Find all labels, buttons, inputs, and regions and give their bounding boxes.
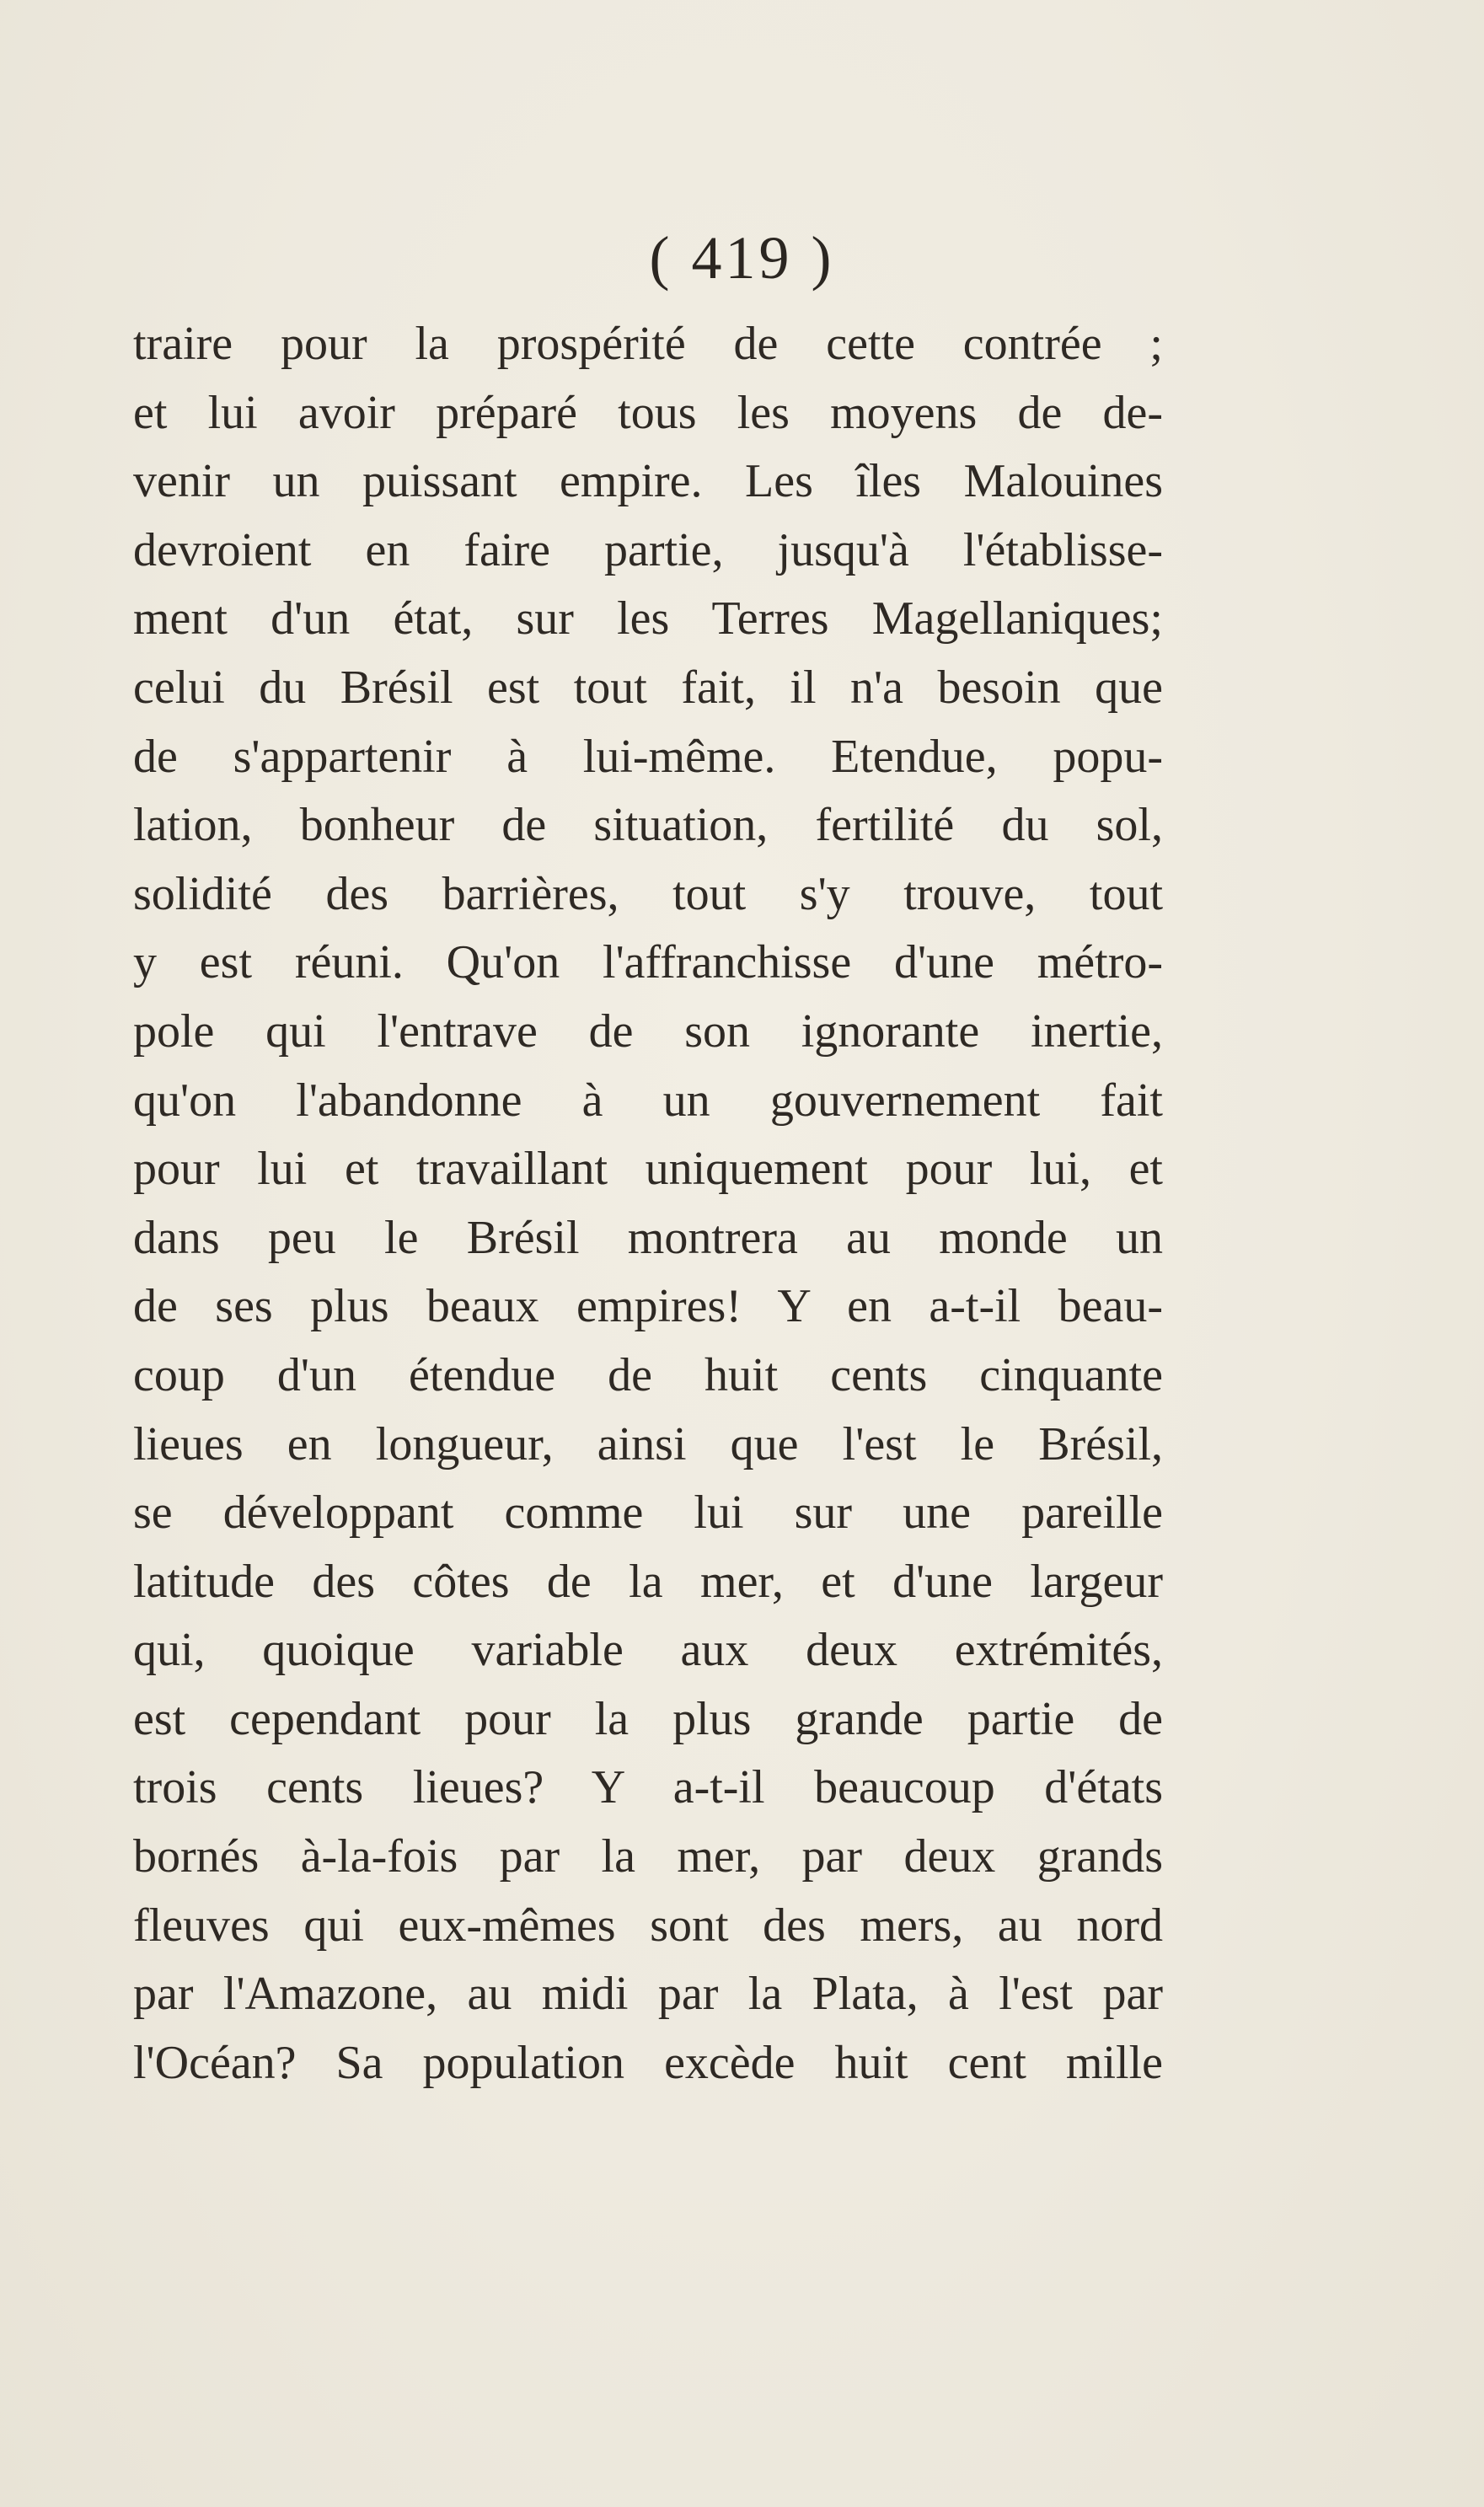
text-line: par l'Amazone, au midi par la Plata, à l'est par [133,1968,1163,2021]
text-line: traire pour la prospérité de cette contrée ; [133,318,1163,370]
body-text [133,310,1163,2097]
text-line: se développant comme lui sur une pareille [133,1487,1163,1540]
text-line: de ses plus beaux empires! Y en a-t-il beau- [133,1280,1163,1333]
text-line: solidité des barrières, tout s'y trouve, tout [133,867,1163,920]
text-line: bornés à-la-fois par la mer, par deux grands [133,1830,1163,1883]
text-line: ment d'un état, sur les Terres Magellaniques; [133,592,1163,645]
text-line: pole qui l'entrave de son ignorante inertie, [133,1004,1163,1058]
text-line: dans peu le Brésil montrera au monde un [133,1211,1163,1264]
text-line: de s'appartenir à lui-même. Etendue, popu- [133,730,1163,783]
text-line: celui du Brésil est tout fait, il n'a besoin que [133,661,1163,714]
text-line: et lui avoir préparé tous les moyens de de- [133,386,1163,439]
text-line: y est réuni. Qu'on l'affranchisse d'une métro- [133,936,1163,989]
text-line: fleuves qui eux-mêmes sont des mers, au nord [133,1899,1163,1952]
text-line: l'Océan? Sa population excède huit cent mille [133,2036,1163,2089]
text-line: qui, quoique variable aux deux extrémités, [133,1624,1163,1677]
text-line: qu'on l'abandonne à un gouvernement fait [133,1074,1163,1127]
text-line: trois cents lieues? Y a-t-il beaucoup d'états [133,1761,1163,1814]
text-line: est cependant pour la plus grande partie de [133,1692,1163,1745]
text-line: devroient en faire partie, jusqu'à l'établisse- [133,523,1163,576]
text-line: lieues en longueur, ainsi que l'est le Brésil, [133,1417,1163,1470]
text-line: lation, bonheur de situation, fertilité du sol, [133,799,1163,852]
text-line: coup d'un étendue de huit cents cinquante [133,1348,1163,1401]
text-line: venir un puissant empire. Les îles Malouines [133,455,1163,508]
page-number: ( 419 ) [649,224,835,292]
text-line: pour lui et travaillant uniquement pour lui, et [133,1143,1163,1196]
text-line: latitude des côtes de la mer, et d'une largeur [133,1555,1163,1608]
